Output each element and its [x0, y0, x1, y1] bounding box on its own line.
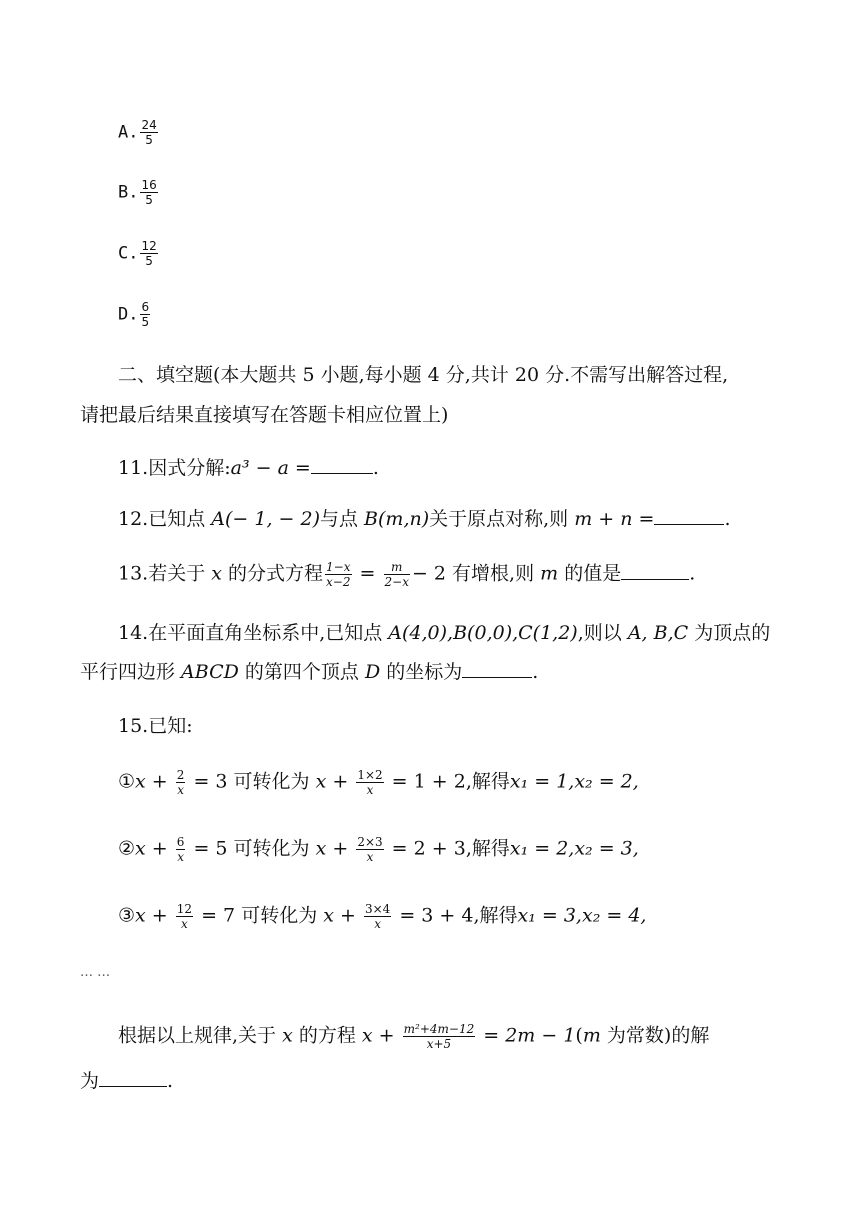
- q14-mid: ,则以: [577, 622, 628, 644]
- answer-blank[interactable]: [621, 561, 689, 580]
- option-fraction: $\frac{16}{5}$: [141, 178, 157, 207]
- q13-fraction-2: $\frac{m}{2-x}$: [384, 560, 409, 589]
- q15-row-2: [118, 835, 639, 864]
- circled-number: ③: [118, 904, 136, 927]
- q15-rhs-eq: = 3 + 4,: [393, 904, 480, 927]
- question-14-line1: [118, 620, 770, 646]
- q13-prefix: 13.若关于: [118, 562, 212, 585]
- period: .: [689, 562, 696, 585]
- question-13: [118, 560, 695, 589]
- option-b: [118, 178, 160, 207]
- q15-rhs-eq: = 1 + 2,: [385, 770, 472, 793]
- q14-line2-prefix: 平行四边形: [80, 661, 182, 683]
- q12-expression: m + n =: [574, 508, 655, 530]
- option-d: [118, 300, 152, 329]
- q15-lhs-eq: = 7: [195, 904, 242, 927]
- q14-line2-tail: 的坐标为: [380, 661, 463, 683]
- option-fraction: $\frac{6}{5}$: [141, 300, 150, 329]
- q15-fraction: $\frac{2\times 3}{x}$: [357, 835, 383, 864]
- q15-text: 可转化为: [241, 904, 324, 927]
- q15-x2: x₂ = 4,: [581, 904, 647, 927]
- q13-var: x: [211, 562, 222, 585]
- q11-prefix: 11.因式分解:: [118, 457, 231, 479]
- q14-prefix: 14.在平面直角坐标系中,已知点: [118, 622, 389, 644]
- q14-abcd: ABCD: [181, 661, 239, 683]
- q12-point-b: B(m,n): [364, 508, 430, 530]
- q15-text: 可转化为: [233, 770, 316, 793]
- option-a: [118, 118, 160, 147]
- q15-x2: x₂ = 3,: [574, 837, 639, 860]
- q12-mid2: 关于原点对称,则: [429, 508, 575, 530]
- answer-blank[interactable]: [654, 506, 724, 525]
- q15-fraction: $\frac{3\times 4}{x}$: [364, 902, 391, 931]
- q15-rhs: x +: [315, 770, 355, 793]
- q15-fraction: $\frac{1\times 2}{x}$: [357, 768, 383, 797]
- q14-tail: 为顶点的: [688, 622, 771, 644]
- q12-prefix: 12.已知点: [118, 508, 212, 530]
- section-heading-line2: 请把最后结果直接填写在答题卡相应位置上): [80, 404, 449, 426]
- circled-number: ①: [118, 770, 136, 793]
- q12-mid: 与点: [320, 508, 365, 530]
- q15-solution-text: 解得: [479, 904, 518, 927]
- period: .: [372, 457, 379, 479]
- q15-fraction: $\frac{12}{x}$: [176, 902, 193, 931]
- q15-row-3: [118, 902, 646, 931]
- q15-final-var: x: [282, 1024, 293, 1047]
- q13-equals: =: [353, 562, 382, 585]
- q15-x1: x₁ = 2,: [509, 837, 575, 860]
- q15-final-m: m: [582, 1024, 601, 1047]
- option-letter: A.: [118, 122, 139, 143]
- q15-final-tail: 为常数)的解: [600, 1024, 710, 1047]
- q14-d: D: [364, 661, 381, 683]
- q14-points: A(4,0),B(0,0),C(1,2): [388, 622, 578, 644]
- option-letter: B.: [118, 182, 139, 203]
- q15-lhs: x +: [135, 837, 174, 860]
- option-fraction: $\frac{12}{5}$: [141, 239, 157, 268]
- period: .: [167, 1070, 174, 1092]
- q11-expression: a³ − a =: [230, 457, 311, 479]
- q15-lhs-eq: = 3: [187, 770, 234, 793]
- q15-solution-text: 解得: [471, 770, 510, 793]
- question-12: [118, 506, 731, 532]
- q15-final-fraction: $\frac{\text{m²+4m−12}}{x+5}$: [403, 1022, 475, 1051]
- option-fraction: $\frac{24}{5}$: [141, 118, 157, 147]
- answer-blank[interactable]: [462, 659, 532, 678]
- answer-blank[interactable]: [311, 455, 373, 474]
- q15-lhs-eq: = 5: [187, 837, 234, 860]
- q15-row-1: [118, 768, 639, 797]
- q15-rhs-eq: = 2 + 3,: [385, 837, 472, 860]
- q13-mid: 的分式方程: [221, 562, 324, 585]
- answer-blank[interactable]: [99, 1068, 167, 1087]
- q15-x1: x₁ = 3,: [517, 904, 582, 927]
- q13-var2: m: [540, 562, 559, 585]
- q15-final-line2: [80, 1068, 173, 1094]
- q12-point-a: A(− 1, − 2): [211, 508, 320, 530]
- q15-x1: x₁ = 1,: [509, 770, 575, 793]
- q13-rest: − 2 有增根,则: [411, 562, 541, 585]
- q15-fraction: $\frac{6}{x}$: [176, 835, 185, 864]
- ellipsis: … …: [80, 965, 111, 980]
- question-11: [118, 455, 379, 481]
- q14-abc: A, B,C: [627, 622, 689, 644]
- q15-final-line1: [118, 1022, 709, 1051]
- q15-final-prefix: 根据以上规律,关于: [118, 1024, 283, 1047]
- q15-rhs: x +: [323, 904, 362, 927]
- question-15-intro: 15.已知:: [118, 715, 193, 737]
- q15-final-paren: (: [575, 1024, 583, 1047]
- q13-fraction-1: $\frac{1-x}{x-2}$: [326, 560, 351, 589]
- option-letter: D.: [118, 304, 139, 325]
- q15-final-line2-text: 为: [80, 1070, 100, 1092]
- period: .: [532, 661, 539, 683]
- period: .: [724, 508, 731, 530]
- q15-x2: x₂ = 2,: [574, 770, 639, 793]
- q15-lhs: x +: [135, 904, 174, 927]
- q15-final-rhs: = 2m − 1: [477, 1024, 576, 1047]
- option-c: [118, 239, 160, 268]
- q15-final-lhs: x +: [361, 1024, 401, 1047]
- q14-line2-mid: 的第四个顶点: [238, 661, 365, 683]
- question-14-line2: [80, 659, 538, 685]
- circled-number: ②: [118, 837, 136, 860]
- q15-final-mid: 的方程: [292, 1024, 362, 1047]
- q15-lhs: x +: [135, 770, 174, 793]
- q15-solution-text: 解得: [471, 837, 510, 860]
- q13-tail: 的值是: [558, 562, 622, 585]
- section-heading-line1: 二、填空题(本大题共 5 小题,每小题 4 分,共计 20 分.不需写出解答过程,: [118, 364, 729, 386]
- q15-fraction: $\frac{2}{x}$: [176, 768, 185, 797]
- option-letter: C.: [118, 243, 139, 264]
- q15-rhs: x +: [315, 837, 355, 860]
- q15-text: 可转化为: [233, 837, 316, 860]
